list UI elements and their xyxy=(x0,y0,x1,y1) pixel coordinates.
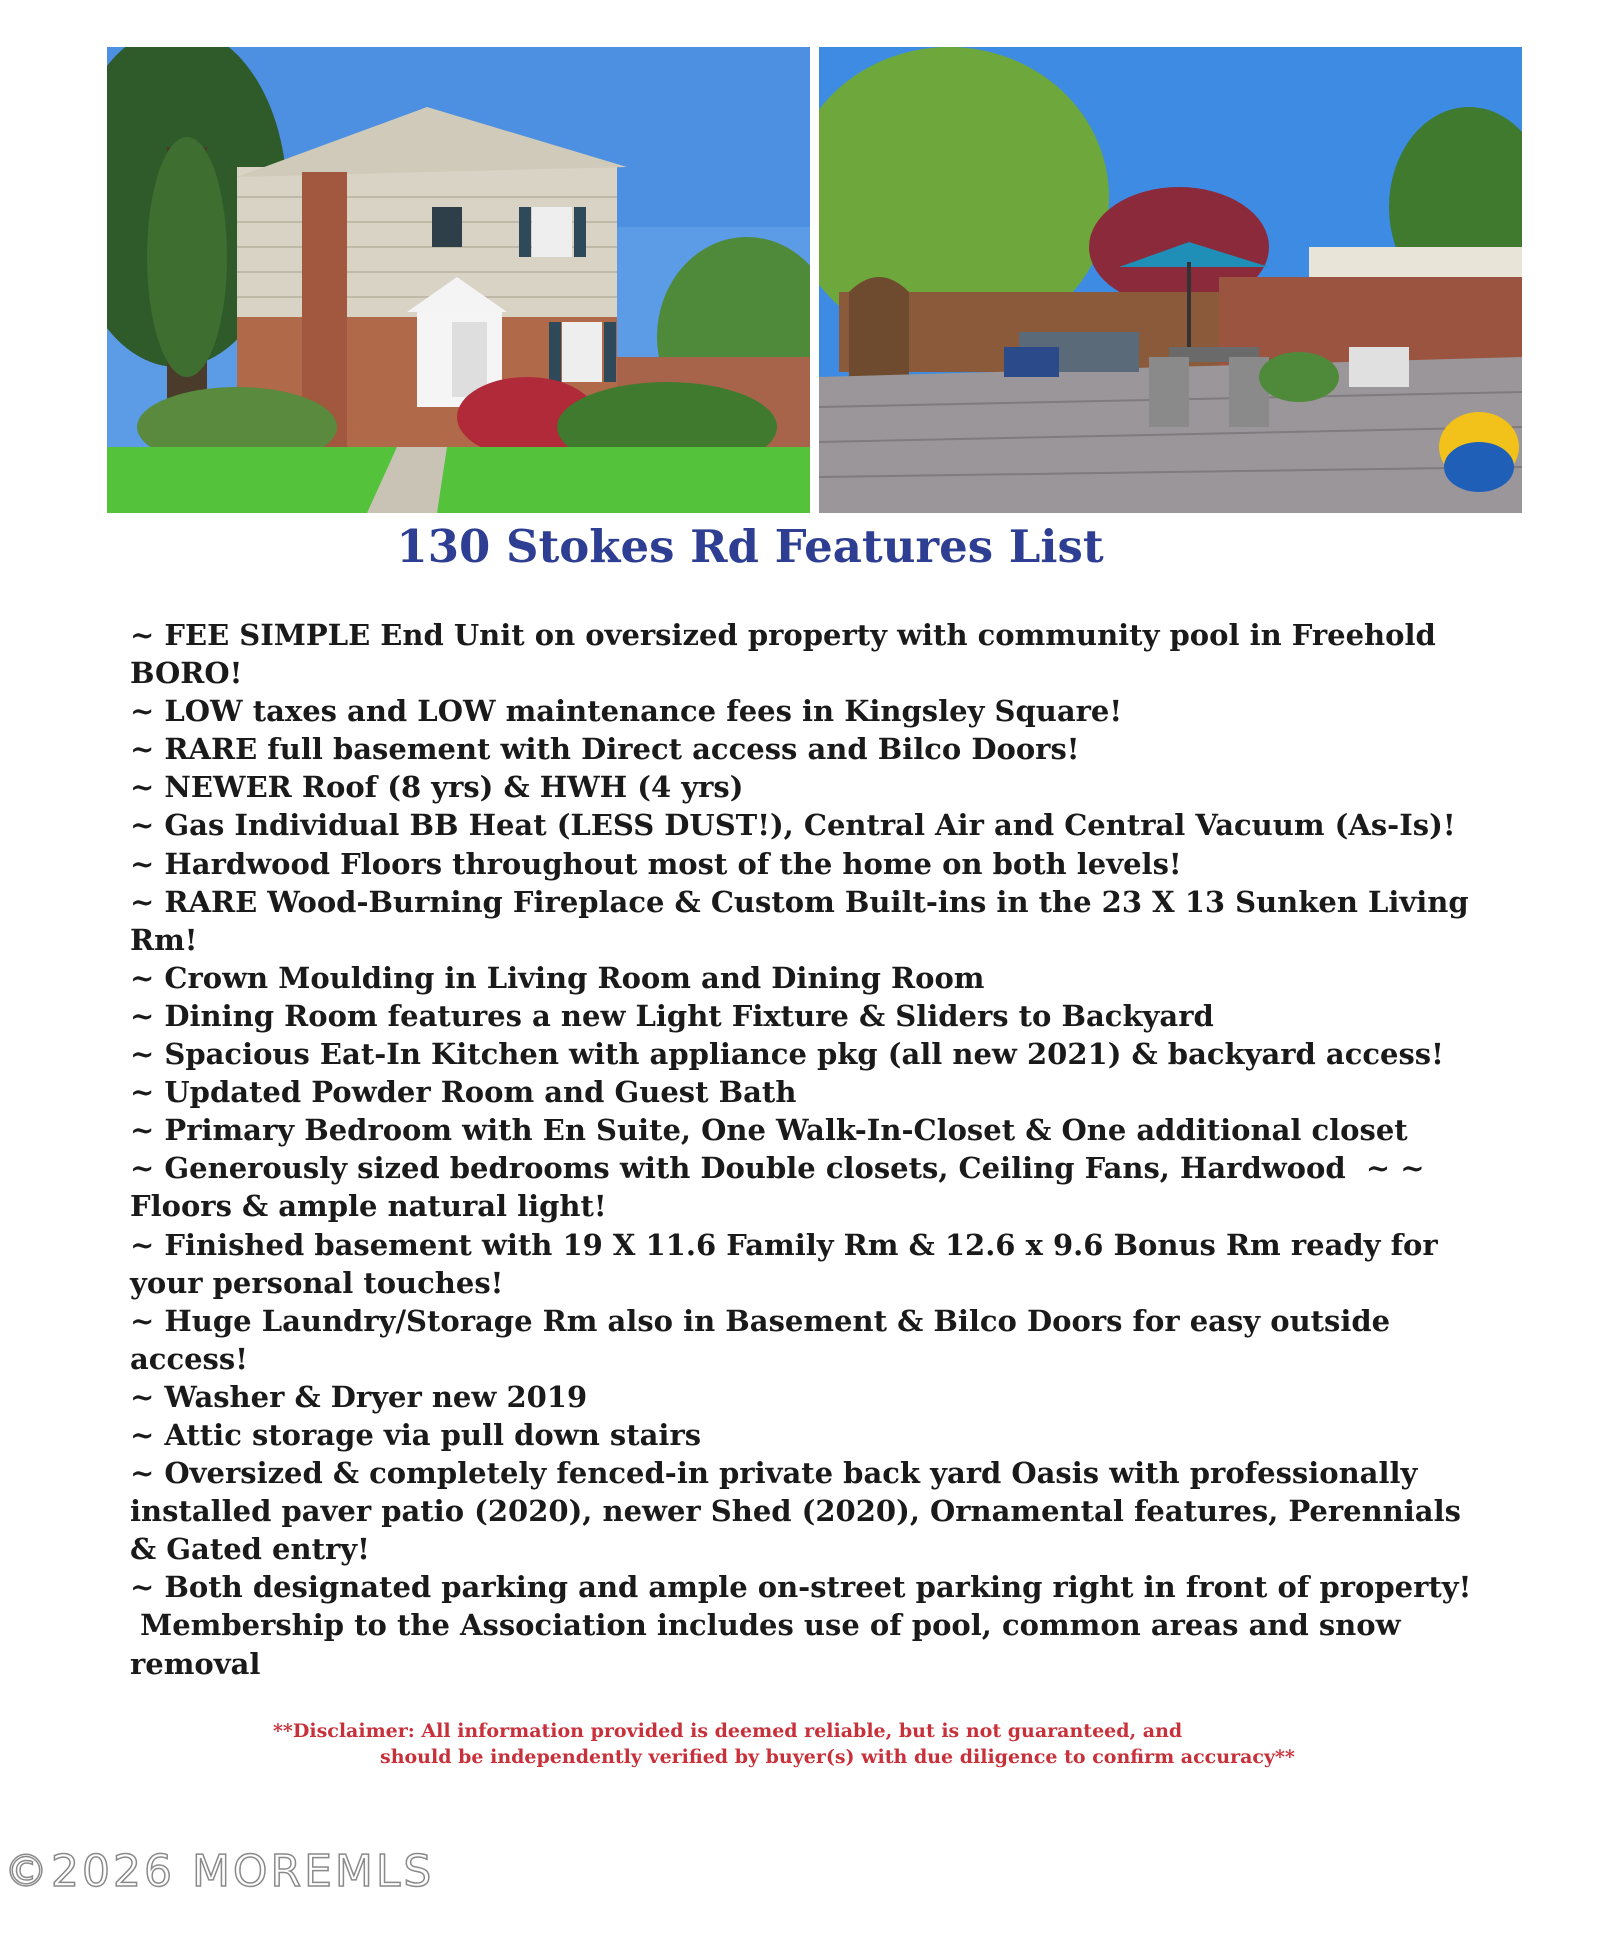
feature-line: ~ Generously sized bedrooms with Double closets, Ceiling Fans, Hardwood ~ ~ xyxy=(130,1151,1425,1186)
feature-line: ~ NEWER Roof (8 yrs) & HWH (4 yrs) xyxy=(130,770,744,805)
house-front-image xyxy=(107,47,810,513)
feature-line: ~ Primary Bedroom with En Suite, One Walk-In-Closet & One additional closet xyxy=(130,1113,1408,1148)
feature-line: removal xyxy=(130,1646,261,1681)
feature-line: ~ Hardwood Floors throughout most of the home on both levels! xyxy=(130,846,1182,881)
feature-line: & Gated entry! xyxy=(130,1532,370,1567)
disclaimer-line-1: **Disclaimer: All information provided is deemed reliable, but is not guaranteed, and xyxy=(273,1720,1183,1742)
feature-line: ~ Both designated parking and ample on-street parking right in front of property! xyxy=(130,1570,1472,1605)
feature-line: ~ Huge Laundry/Storage Rm also in Basement & Bilco Doors for easy outside xyxy=(130,1303,1391,1338)
feature-line: ~ Updated Powder Room and Guest Bath xyxy=(130,1075,797,1110)
house-front-photo xyxy=(107,47,810,513)
feature-line: ~ Oversized & completely fenced-in private back yard Oasis with professionally xyxy=(130,1456,1418,1491)
feature-line: Membership to the Association includes use of pool, common areas and snow xyxy=(130,1608,1401,1643)
feature-line: ~ LOW taxes and LOW maintenance fees in Kingsley Square! xyxy=(130,694,1123,729)
feature-line: ~ Finished basement with 19 X 11.6 Family Rm & 12.6 x 9.6 Bonus Rm ready for xyxy=(130,1227,1438,1262)
feature-line: ~ Washer & Dryer new 2019 xyxy=(130,1379,588,1414)
copyright-watermark: ©2026 MOREMLS xyxy=(4,1846,435,1897)
features-list-title: 130 Stokes Rd Features List xyxy=(396,520,1104,573)
features-list xyxy=(130,616,1500,1683)
page-title xyxy=(0,520,1500,573)
feature-line: Rm! xyxy=(130,922,198,957)
feature-line: ~ RARE Wood-Burning Fireplace & Custom Built-ins in the 23 X 13 Sunken Living xyxy=(130,884,1469,919)
feature-line: ~ FEE SIMPLE End Unit on oversized property with community pool in Freehold xyxy=(130,618,1436,652)
feature-line: access! xyxy=(130,1341,248,1376)
feature-line: ~ Spacious Eat-In Kitchen with appliance pkg (all new 2021) & backyard access! xyxy=(130,1037,1444,1072)
backyard-patio-photo xyxy=(819,47,1522,513)
feature-line: your personal touches! xyxy=(130,1265,504,1300)
feature-line: ~ Crown Moulding in Living Room and Dining Room xyxy=(130,960,985,995)
feature-line: Floors & ample natural light! xyxy=(130,1189,607,1224)
feature-line: BORO! xyxy=(130,656,243,691)
feature-line: ~ RARE full basement with Direct access and Bilco Doors! xyxy=(130,732,1080,767)
backyard-patio-image xyxy=(819,47,1522,513)
disclaimer-line-2: should be independently verified by buyer(s) with due diligence to confirm accuracy** xyxy=(380,1746,1295,1768)
feature-line: ~ Attic storage via pull down stairs xyxy=(130,1417,702,1452)
feature-line: installed paver patio (2020), newer Shed (2020), Ornamental features, Perennials xyxy=(130,1494,1461,1529)
feature-line: ~ Gas Individual BB Heat (LESS DUST!), Central Air and Central Vacuum (As-Is)! xyxy=(130,808,1456,843)
feature-line: ~ Dining Room features a new Light Fixture & Sliders to Backyard xyxy=(130,998,1214,1033)
